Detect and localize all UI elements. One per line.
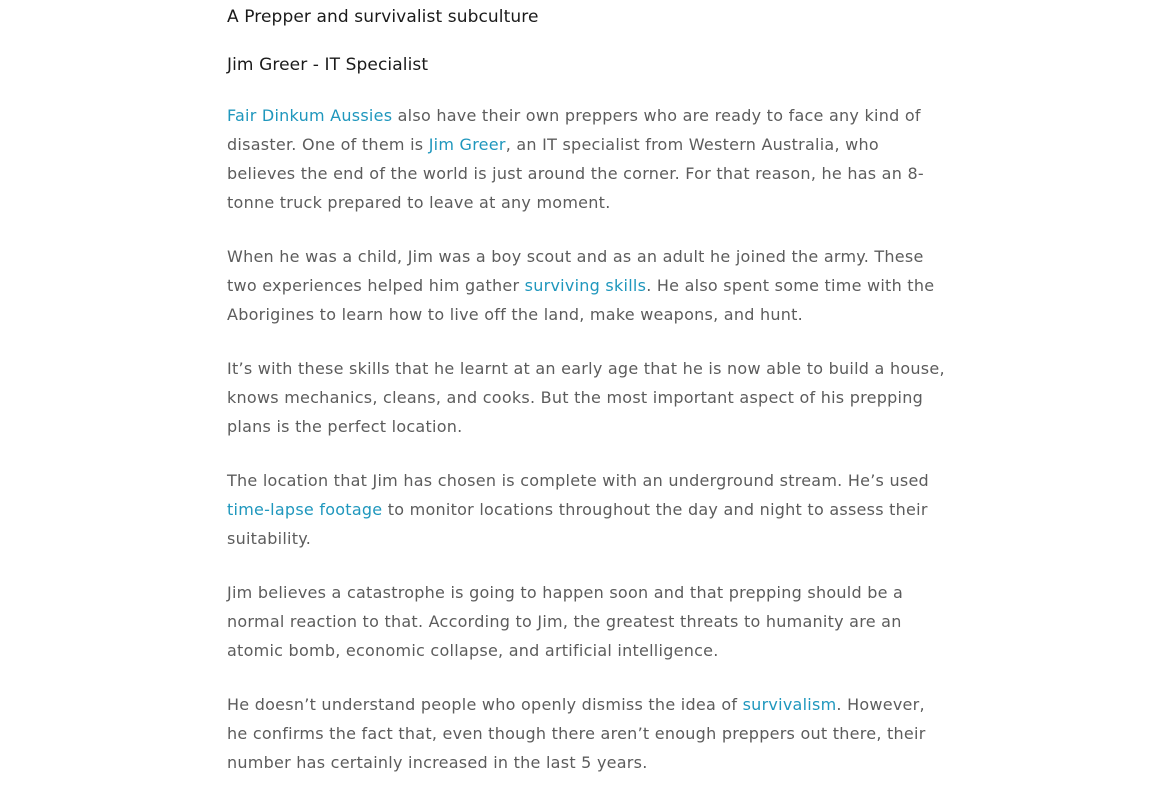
paragraph-1: [227, 101, 945, 217]
paragraph-6-text-a: He doesn’t understand people who openly dismiss the idea of: [227, 695, 743, 714]
paragraph-1-text-a: also have their own preppers who are ready to face any kind of disaster. One of them is: [227, 106, 921, 154]
paragraph-4-text-a: The location that Jim has chosen is complete with an underground stream. He’s used: [227, 471, 929, 490]
time-lapse-footage-link[interactable]: time-lapse footage: [227, 500, 383, 519]
survivalism-link[interactable]: survivalism: [742, 695, 837, 714]
article-title: A Prepper and survivalist subculture: [227, 7, 539, 27]
article-byline: Jim Greer - IT Specialist: [227, 55, 429, 75]
paragraph-1-text-b: , an IT specialist from Western Australia, who believes the end of the world is just around the corner. For that reason, he has an 8-tonne truck prepared to leave at any moment.: [227, 135, 924, 212]
paragraph-2-text-b: . He also spent some time with the Aborigines to learn how to live off the land, make weapons, and hunt.: [227, 276, 935, 324]
surviving-skills-link[interactable]: surviving skills: [524, 276, 647, 295]
paragraph-5-text: Jim believes a catastrophe is going to happen soon and that prepping should be a normal reaction to that. According to Jim, the greatest threats to humanity are an atomic bomb, economic collapse, and artificial intelligence.: [227, 583, 904, 660]
paragraph-6-text-b: . However, he confirms the fact that, even though there aren’t enough preppers out there, their number has certainly increased in the last 5 years.: [227, 695, 926, 772]
fair-dinkum-aussies-link[interactable]: Fair Dinkum Aussies: [227, 106, 393, 125]
paragraph-4-text-b: to monitor locations throughout the day and night to assess their suitability.: [227, 500, 928, 548]
paragraph-6: [227, 690, 945, 777]
paragraph-4: [227, 466, 945, 553]
paragraph-2-text-a: When he was a child, Jim was a boy scout and as an adult he joined the army. These two experiences helped him gather: [227, 247, 924, 295]
paragraph-3-text: It’s with these skills that he learnt at an early age that he is now able to build a house, knows mechanics, cleans, and cooks. But the most important aspect of his prepping plans is the perfect location.: [227, 359, 945, 436]
paragraph-3: [227, 354, 945, 441]
paragraph-5: [227, 578, 945, 665]
jim-greer-link[interactable]: Jim Greer: [428, 135, 506, 154]
paragraph-2: [227, 242, 945, 329]
article-body: [227, 101, 945, 802]
